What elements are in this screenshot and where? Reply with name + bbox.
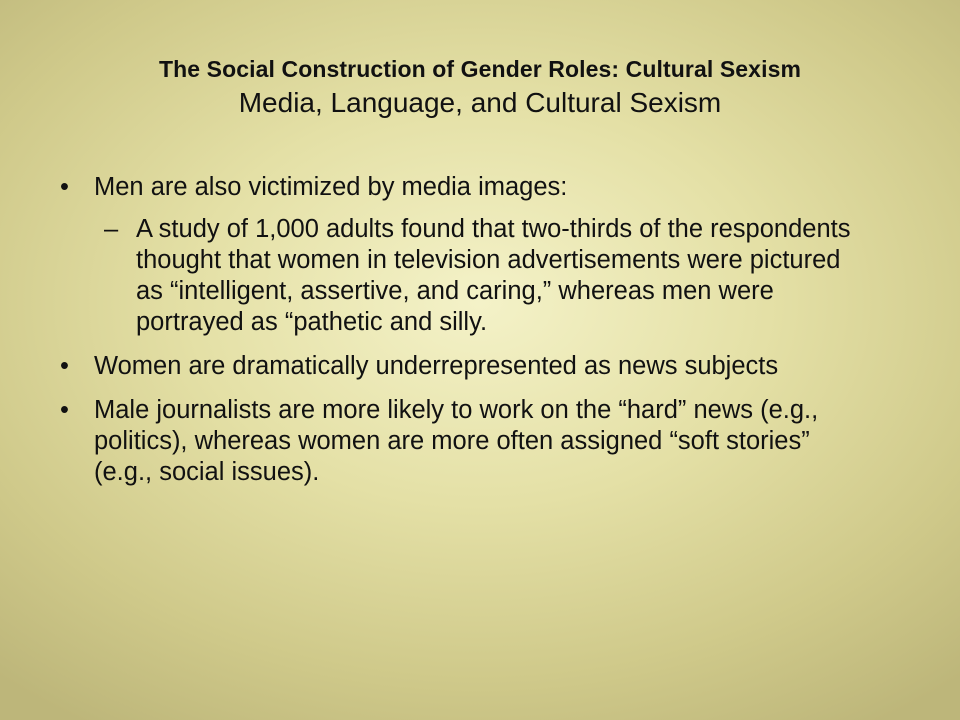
bullet-marker: •: [60, 352, 69, 380]
sub-bullet-marker: –: [104, 215, 119, 243]
bullet-text: Women are dramatically underrepresented as news subjects: [94, 352, 779, 380]
bullet-marker: •: [60, 173, 69, 201]
bullet-item: [60, 351, 860, 382]
bullet-text: Men are also victimized by media images:: [94, 173, 568, 201]
title-subtitle: Media, Language, and Cultural Sexism: [238, 87, 722, 118]
bullet-item: [60, 395, 860, 488]
bullet-item: [60, 172, 860, 203]
bullet-text: Male journalists are more likely to work on the “hard” news (e.g., politics), whereas women are more often assigned “soft stories” (e.g., social issues).: [94, 396, 819, 486]
sub-bullet-item: [60, 214, 860, 338]
sub-bullet-text: A study of 1,000 adults found that two-thirds of the respondents thought that women in television advertisements were pictured as “intelligent, assertive, and caring,” whereas men were portrayed as “pathetic and silly.: [136, 215, 851, 336]
bullet-marker: •: [60, 396, 69, 424]
slide-body: [60, 172, 860, 501]
slide-title: [0, 54, 960, 121]
title-main: The Social Construction of Gender Roles: Cultural Sexism: [158, 56, 802, 82]
